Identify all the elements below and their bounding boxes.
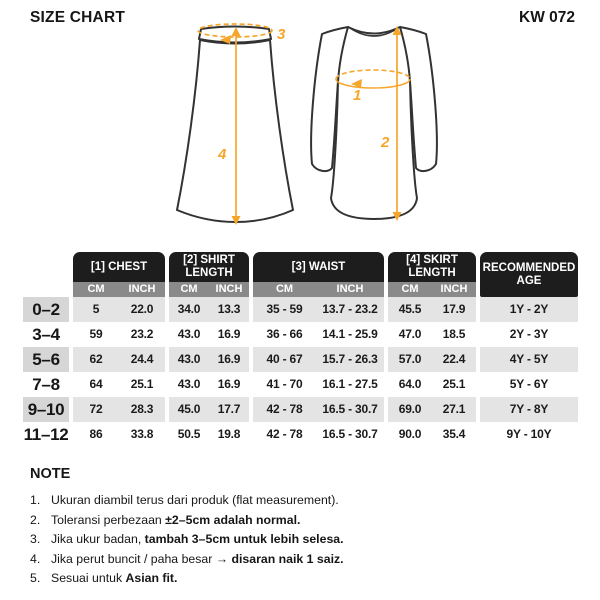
chest-inch: 28.3 xyxy=(119,397,165,422)
waist-cm: 41 - 70 xyxy=(266,377,303,391)
shirt-inch: 13.3 xyxy=(209,297,249,322)
note-text: Jika perut buncit / paha besar → disaran naik 1 saiz. xyxy=(51,551,344,566)
waist-inch: 13.7 - 23.2 xyxy=(316,297,384,322)
top-diagram xyxy=(303,18,448,230)
chest-inch: 25.1 xyxy=(130,377,154,391)
shirt-cm: 43.0 xyxy=(177,327,201,341)
waist-cm: 40 - 67 xyxy=(253,347,316,372)
recommended-age: 7Y - 8Y xyxy=(480,397,578,422)
chest-cm: 64 xyxy=(89,377,103,391)
chest-cm: 59 xyxy=(89,327,103,341)
chest-cm: 86 xyxy=(89,427,103,441)
unit-inch: INCH xyxy=(316,282,384,297)
shirt-cm: 34.0 xyxy=(169,297,209,322)
waist-inch: 16.5 - 30.7 xyxy=(316,397,384,422)
size-label: 5–6 xyxy=(23,347,69,372)
waist-inch: 14.1 - 25.9 xyxy=(322,327,378,341)
waist-inch: 15.7 - 26.3 xyxy=(316,347,384,372)
chest-cm: 62 xyxy=(73,347,119,372)
recommended-age: 2Y - 3Y xyxy=(509,327,549,341)
note-number: 5. xyxy=(30,571,41,585)
table-row xyxy=(23,297,579,322)
header-chest: [1] CHEST xyxy=(73,252,165,282)
chest-inch: 23.2 xyxy=(130,327,154,341)
size-label: 0–2 xyxy=(23,297,69,322)
unit-inch: INCH xyxy=(119,282,165,297)
waist-cm: 35 - 59 xyxy=(253,297,316,322)
header-waist: [3] WAIST xyxy=(253,252,384,282)
unit-inch: INCH xyxy=(209,282,249,297)
shirt-inch: 17.7 xyxy=(209,397,249,422)
note-item xyxy=(30,569,575,589)
skirt-body xyxy=(177,40,293,222)
note-number: 1. xyxy=(30,493,41,507)
unit-cm: CM xyxy=(169,282,209,297)
waist-cm: 36 - 66 xyxy=(266,327,303,341)
chest-cm: 5 xyxy=(73,297,119,322)
units-spacer xyxy=(23,282,69,297)
skirt-inch: 35.4 xyxy=(442,427,466,441)
size-label: 11–12 xyxy=(23,425,69,444)
table-corner xyxy=(23,252,69,282)
table-row xyxy=(23,322,579,347)
table-row xyxy=(23,372,579,397)
skirt-cm: 69.0 xyxy=(388,397,432,422)
page-title: SIZE CHART xyxy=(30,9,125,26)
measure-label-2: 2 xyxy=(381,134,390,151)
note-number: 2. xyxy=(30,512,41,527)
table-header-row xyxy=(23,252,579,287)
skirt-inch: 17.9 xyxy=(432,297,476,322)
note-item xyxy=(30,491,575,511)
note-text: Jika ukur badan, tambah 3–5cm untuk lebih selesa. xyxy=(51,532,344,546)
measure-label-4: 4 xyxy=(218,146,227,163)
header-shirt-length: [2] SHIRT LENGTH xyxy=(169,252,249,282)
size-table xyxy=(23,252,579,447)
table-row xyxy=(23,422,579,447)
skirt-cm: 90.0 xyxy=(398,427,422,441)
shirt-inch: 19.8 xyxy=(217,427,241,441)
skirt-diagram xyxy=(170,20,302,230)
size-label: 9–10 xyxy=(23,397,69,422)
size-label: 7–8 xyxy=(32,375,60,394)
unit-cm: CM xyxy=(253,282,316,297)
shirt-cm: 43.0 xyxy=(169,347,209,372)
waist-cm: 42 - 78 xyxy=(253,397,316,422)
note-text: Toleransi perbezaan ±2–5cm adalah normal. xyxy=(51,512,301,527)
recommended-age: 5Y - 6Y xyxy=(509,377,549,391)
note-section xyxy=(30,466,575,589)
shirt-inch: 16.9 xyxy=(209,347,249,372)
chest-inch: 24.4 xyxy=(119,347,165,372)
note-item xyxy=(30,511,575,531)
measure-label-3: 3 xyxy=(277,26,286,43)
waist-inch: 16.1 - 27.5 xyxy=(322,377,378,391)
skirt-cm: 45.5 xyxy=(388,297,432,322)
shirt-cm: 43.0 xyxy=(177,377,201,391)
size-label: 3–4 xyxy=(32,325,60,344)
recommended-age: 9Y - 10Y xyxy=(506,427,552,441)
note-text: Ukuran diambil terus dari produk (flat measurement). xyxy=(51,493,339,507)
note-text: Sesuai untuk Asian fit. xyxy=(51,571,178,585)
table-row xyxy=(23,397,579,422)
recommended-age: 1Y - 2Y xyxy=(480,297,578,322)
note-item xyxy=(30,550,575,570)
note-number: 3. xyxy=(30,532,41,546)
shirt-inch: 16.9 xyxy=(217,377,241,391)
shirt-cm: 50.5 xyxy=(177,427,201,441)
unit-cm: CM xyxy=(73,282,119,297)
skirt-inch: 25.1 xyxy=(442,377,466,391)
shirt-inch: 16.9 xyxy=(217,327,241,341)
skirt-cm: 57.0 xyxy=(388,347,432,372)
skirt-inch: 18.5 xyxy=(442,327,466,341)
header-recommended-age: RECOMMENDED AGE xyxy=(480,252,578,297)
note-item xyxy=(30,530,575,550)
skirt-inch: 27.1 xyxy=(432,397,476,422)
note-number: 4. xyxy=(30,551,41,566)
skirt-cm: 64.0 xyxy=(398,377,422,391)
product-code: KW 072 xyxy=(519,9,575,26)
chest-inch: 22.0 xyxy=(119,297,165,322)
skirt-inch: 22.4 xyxy=(432,347,476,372)
unit-inch: INCH xyxy=(432,282,476,297)
measure-label-1: 1 xyxy=(353,87,362,104)
waist-cm: 42 - 78 xyxy=(266,427,303,441)
note-title: NOTE xyxy=(30,466,71,482)
header-skirt-length: [4] SKIRT LENGTH xyxy=(388,252,476,282)
recommended-age: 4Y - 5Y xyxy=(480,347,578,372)
shirt-cm: 45.0 xyxy=(169,397,209,422)
skirt-cm: 47.0 xyxy=(398,327,422,341)
chest-inch: 33.8 xyxy=(130,427,154,441)
top-body xyxy=(331,27,417,219)
waist-inch: 16.5 - 30.7 xyxy=(322,427,378,441)
chest-cm: 72 xyxy=(73,397,119,422)
unit-cm: CM xyxy=(388,282,432,297)
table-row xyxy=(23,347,579,372)
